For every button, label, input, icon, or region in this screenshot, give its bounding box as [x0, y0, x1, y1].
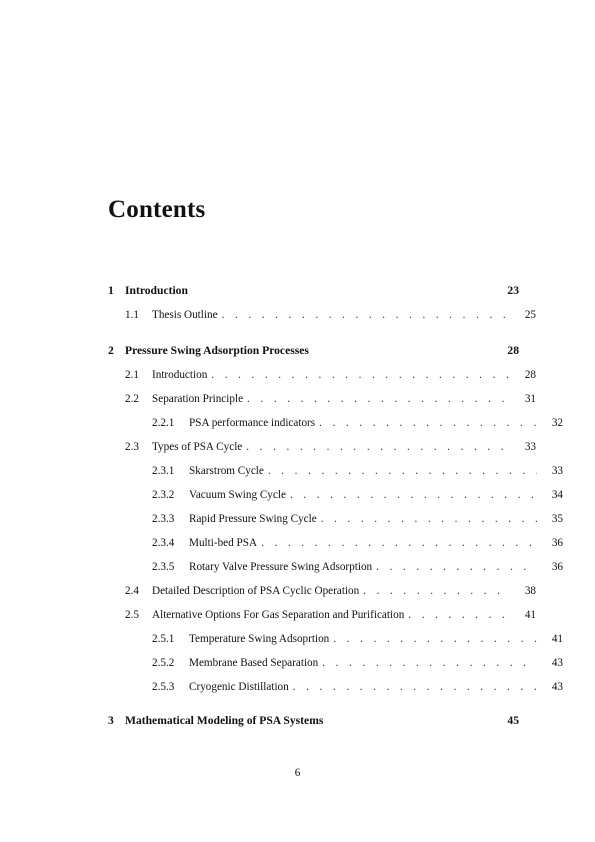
toc-entry-number: 2.3.5 — [152, 561, 175, 573]
toc-entry-section-2-3[interactable] — [108, 439, 536, 455]
toc-entry-subsection-2-3-3[interactable] — [108, 511, 563, 527]
toc-entry-title: Introduction — [125, 284, 188, 297]
toc-entry-number: 2.2 — [125, 393, 139, 405]
toc-entry-number: 2.3 — [125, 441, 139, 453]
toc-entry-page: 41 — [551, 633, 563, 645]
contents-heading: Contents — [108, 196, 206, 223]
dot-leader — [322, 655, 537, 671]
toc-entry-page: 32 — [551, 417, 563, 429]
toc-entry-number: 2.4 — [125, 585, 139, 597]
toc-entry-page: 36 — [551, 561, 563, 573]
dot-leader — [319, 415, 537, 431]
toc-entry-page: 43 — [551, 657, 563, 669]
toc-entry-number: 2.5 — [125, 609, 139, 621]
toc-entry-title: Types of PSA Cycle — [152, 441, 243, 453]
toc-entry-page: 35 — [551, 513, 563, 525]
toc-entry-title: Temperature Swing Adsoprtion — [189, 633, 330, 645]
toc-entry-page: 36 — [551, 537, 563, 549]
toc-entry-chapter-2[interactable] — [108, 343, 519, 359]
toc-entry-title: Alternative Options For Gas Separation and Purification — [152, 609, 405, 621]
toc-entry-section-2-1[interactable] — [108, 367, 536, 383]
dot-leader — [333, 631, 537, 647]
toc-entry-title: Rotary Valve Pressure Swing Adsorption — [189, 561, 373, 573]
toc-entry-section-2-5[interactable] — [108, 607, 536, 623]
toc-entry-number: 2.3.3 — [152, 513, 175, 525]
toc-entry-page: 28 — [524, 369, 536, 381]
toc-entry-page: 41 — [524, 609, 536, 621]
toc-entry-number: 2.1 — [125, 369, 139, 381]
toc-entry-number: 2.3.4 — [152, 537, 175, 549]
dot-leader — [222, 307, 510, 323]
toc-entry-number: 2.3.2 — [152, 489, 175, 501]
dot-leader — [247, 391, 510, 407]
dot-leader — [261, 535, 537, 551]
toc-entry-number: 2.5.1 — [152, 633, 175, 645]
toc-entry-title: Introduction — [152, 369, 208, 381]
toc-entry-page: 33 — [551, 465, 563, 477]
toc-entry-subsection-2-3-5[interactable] — [108, 559, 563, 575]
toc-entry-title: Pressure Swing Adsorption Processes — [125, 344, 309, 357]
dot-leader — [293, 679, 537, 695]
toc-entry-title: Multi-bed PSA — [189, 537, 258, 549]
toc-entry-title: Membrane Based Separation — [189, 657, 319, 669]
toc-entry-title: Skarstrom Cycle — [189, 465, 264, 477]
toc-entry-subsection-2-3-4[interactable] — [108, 535, 563, 551]
toc-entry-page: 31 — [524, 393, 536, 405]
toc-entry-title: PSA performance indicators — [189, 417, 316, 429]
toc-entry-number: 2.5.3 — [152, 681, 175, 693]
toc-entry-page: 34 — [551, 489, 563, 501]
toc-entry-title: Vacuum Swing Cycle — [189, 489, 286, 501]
toc-entry-page: 43 — [551, 681, 563, 693]
toc-entry-page: 28 — [507, 344, 519, 357]
toc-entry-page: 33 — [524, 441, 536, 453]
dot-leader — [268, 463, 537, 479]
toc-entry-number: 2 — [108, 344, 114, 357]
toc-entry-page: 45 — [507, 714, 519, 727]
page-number: 6 — [294, 767, 301, 779]
dot-leader — [290, 487, 537, 503]
dot-leader — [408, 607, 510, 623]
toc-entry-number: 2.2.1 — [152, 417, 175, 429]
dot-leader — [376, 559, 537, 575]
toc-entry-chapter-1[interactable] — [108, 283, 519, 299]
toc-entry-title: Thesis Outline — [152, 309, 218, 321]
toc-entry-number: 1 — [108, 284, 114, 297]
toc-entry-subsection-2-5-2[interactable] — [108, 655, 563, 671]
toc-entry-subsection-2-2-1[interactable] — [108, 415, 563, 431]
toc-entry-section-2-2[interactable] — [108, 391, 536, 407]
toc-entry-subsection-2-5-3[interactable] — [108, 679, 563, 695]
dot-leader — [363, 583, 510, 599]
toc-entry-number: 3 — [108, 714, 114, 727]
toc-entry-title: Detailed Description of PSA Cyclic Operation — [152, 585, 360, 597]
toc-entry-section-1-1[interactable] — [108, 307, 536, 323]
toc-entry-page: 38 — [524, 585, 536, 597]
toc-entry-subsection-2-5-1[interactable] — [108, 631, 563, 647]
toc-entry-title: Separation Principle — [152, 393, 244, 405]
toc-entry-subsection-2-3-1[interactable] — [108, 463, 563, 479]
toc-entry-page: 25 — [524, 309, 536, 321]
toc-entry-subsection-2-3-2[interactable] — [108, 487, 563, 503]
toc-entry-title: Mathematical Modeling of PSA Systems — [125, 714, 324, 727]
toc-entry-chapter-3[interactable] — [108, 713, 519, 729]
toc-entry-number: 2.5.2 — [152, 657, 175, 669]
dot-leader — [246, 439, 510, 455]
toc-entry-number: 1.1 — [125, 309, 139, 321]
toc-entry-title: Rapid Pressure Swing Cycle — [189, 513, 317, 525]
toc-entry-section-2-4[interactable] — [108, 583, 536, 599]
toc-entry-title: Cryogenic Distillation — [189, 681, 289, 693]
dot-leader — [321, 511, 537, 527]
toc-entry-number: 2.3.1 — [152, 465, 175, 477]
dot-leader — [211, 367, 510, 383]
toc-entry-page: 23 — [507, 284, 519, 297]
